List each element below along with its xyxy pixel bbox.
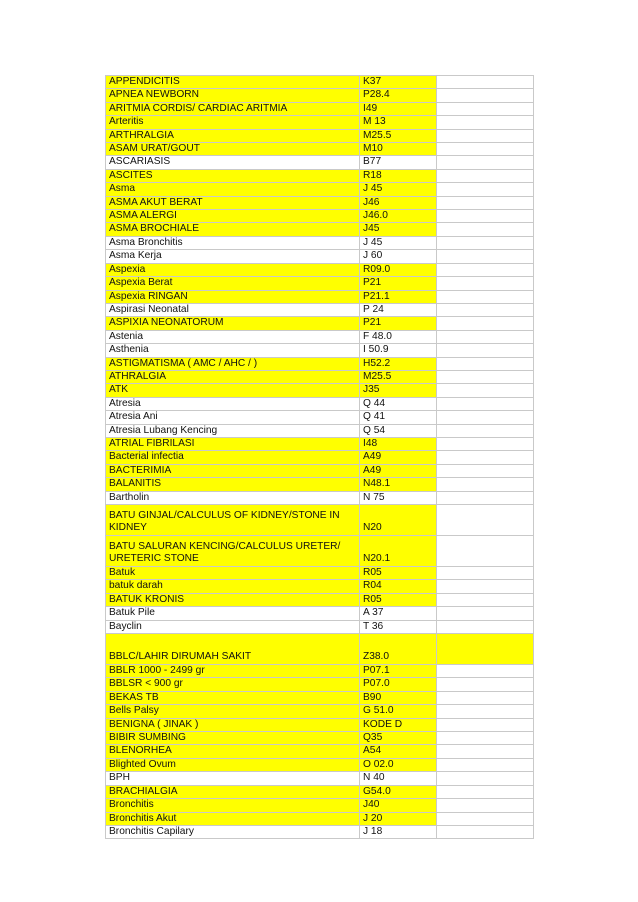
icd-code-cell: N20 — [360, 505, 437, 536]
empty-cell — [437, 263, 534, 276]
diagnosis-name-cell: Asthenia — [106, 344, 360, 357]
table-row — [106, 491, 534, 504]
table-row — [106, 567, 534, 580]
icd-code-cell: I 50.9 — [360, 344, 437, 357]
table-row — [106, 250, 534, 263]
table-row — [106, 772, 534, 785]
table-row — [106, 705, 534, 718]
diagnosis-name-cell: Bronchitis Akut — [106, 812, 360, 825]
diagnosis-name-cell: BLENORHEA — [106, 745, 360, 758]
empty-cell — [437, 620, 534, 633]
diagnosis-name-cell: ASCARIASIS — [106, 156, 360, 169]
empty-cell — [437, 156, 534, 169]
table-row — [106, 183, 534, 196]
diagnosis-name-cell: Aspirasi Neonatal — [106, 303, 360, 316]
icd-code-cell: R04 — [360, 580, 437, 593]
table-row — [106, 718, 534, 731]
diagnosis-name-cell: Asma — [106, 183, 360, 196]
diagnosis-name-cell: BBLSR < 900 gr — [106, 678, 360, 691]
diagnosis-code-table — [105, 75, 534, 839]
icd-code-cell: A49 — [360, 464, 437, 477]
icd-code-cell: Q 44 — [360, 397, 437, 410]
table-row — [106, 424, 534, 437]
empty-cell — [437, 424, 534, 437]
diagnosis-name-cell: Aspexia RINGAN — [106, 290, 360, 303]
empty-cell — [437, 718, 534, 731]
empty-cell — [437, 129, 534, 142]
icd-code-cell: T 36 — [360, 620, 437, 633]
empty-cell — [437, 451, 534, 464]
table-row — [106, 785, 534, 798]
table-row — [106, 812, 534, 825]
table-row — [106, 411, 534, 424]
empty-cell — [437, 691, 534, 704]
icd-code-cell: O 02.0 — [360, 758, 437, 771]
empty-cell — [437, 825, 534, 838]
diagnosis-name-cell: BIBIR SUMBING — [106, 732, 360, 745]
icd-code-cell: J 45 — [360, 236, 437, 249]
icd-code-cell: R18 — [360, 169, 437, 182]
diagnosis-name-cell: ARITMIA CORDIS/ CARDIAC ARITMIA — [106, 102, 360, 115]
icd-code-cell: N 75 — [360, 491, 437, 504]
table-row — [106, 236, 534, 249]
icd-code-cell: P21 — [360, 277, 437, 290]
empty-cell — [437, 89, 534, 102]
icd-code-cell: R05 — [360, 593, 437, 606]
empty-cell — [437, 745, 534, 758]
table-row — [106, 451, 534, 464]
table-row — [106, 370, 534, 383]
table-row — [106, 223, 534, 236]
diagnosis-name-cell: BATU GINJAL/CALCULUS OF KIDNEY/STONE IN KIDNEY — [106, 505, 360, 536]
empty-cell — [437, 705, 534, 718]
icd-code-cell: P28.4 — [360, 89, 437, 102]
icd-code-cell: J46.0 — [360, 210, 437, 223]
icd-code-cell: A49 — [360, 451, 437, 464]
table-row — [106, 210, 534, 223]
table-row — [106, 397, 534, 410]
table-row — [106, 607, 534, 620]
icd-code-cell: KODE D — [360, 718, 437, 731]
empty-cell — [437, 478, 534, 491]
empty-cell — [437, 812, 534, 825]
table-row — [106, 593, 534, 606]
diagnosis-name-cell: Asma Kerja — [106, 250, 360, 263]
diagnosis-name-cell: Batuk Pile — [106, 607, 360, 620]
diagnosis-name-cell: ASMA BROCHIALE — [106, 223, 360, 236]
table-row — [106, 129, 534, 142]
table-row — [106, 303, 534, 316]
icd-code-cell: K37 — [360, 76, 437, 89]
icd-code-cell: M 13 — [360, 116, 437, 129]
icd-code-cell: J 60 — [360, 250, 437, 263]
icd-code-cell: I49 — [360, 102, 437, 115]
diagnosis-name-cell: ATK — [106, 384, 360, 397]
empty-cell — [437, 799, 534, 812]
table-row — [106, 620, 534, 633]
icd-code-cell: P07.1 — [360, 665, 437, 678]
icd-code-cell: M25.5 — [360, 129, 437, 142]
table-row — [106, 156, 534, 169]
empty-cell — [437, 143, 534, 156]
table-row — [106, 745, 534, 758]
table-row — [106, 196, 534, 209]
empty-cell — [437, 536, 534, 567]
diagnosis-name-cell: BATU SALURAN KENCING/CALCULUS URETER/ URETERIC STONE — [106, 536, 360, 567]
diagnosis-name-cell: Bronchitis Capilary — [106, 825, 360, 838]
icd-code-cell: P21 — [360, 317, 437, 330]
table-row — [106, 277, 534, 290]
icd-code-cell: P 24 — [360, 303, 437, 316]
icd-code-cell: P21.1 — [360, 290, 437, 303]
diagnosis-name-cell: ASMA ALERGI — [106, 210, 360, 223]
diagnosis-name-cell: BPH — [106, 772, 360, 785]
diagnosis-name-cell: BENIGNA ( JINAK ) — [106, 718, 360, 731]
icd-code-cell: I48 — [360, 437, 437, 450]
table-row — [106, 758, 534, 771]
table-row — [106, 89, 534, 102]
diagnosis-name-cell: APNEA NEWBORN — [106, 89, 360, 102]
diagnosis-name-cell: BATUK KRONIS — [106, 593, 360, 606]
icd-code-cell: N20.1 — [360, 536, 437, 567]
icd-code-cell: J 18 — [360, 825, 437, 838]
empty-cell — [437, 678, 534, 691]
empty-cell — [437, 76, 534, 89]
empty-cell — [437, 464, 534, 477]
empty-cell — [437, 370, 534, 383]
empty-cell — [437, 580, 534, 593]
diagnosis-name-cell: batuk darah — [106, 580, 360, 593]
empty-cell — [437, 785, 534, 798]
table-row — [106, 357, 534, 370]
empty-cell — [437, 169, 534, 182]
diagnosis-name-cell: BBLC/LAHIR DIRUMAH SAKIT — [106, 634, 360, 665]
diagnosis-name-cell: Arteritis — [106, 116, 360, 129]
table-row — [106, 169, 534, 182]
empty-cell — [437, 732, 534, 745]
empty-cell — [437, 397, 534, 410]
icd-code-cell: J35 — [360, 384, 437, 397]
empty-cell — [437, 250, 534, 263]
diagnosis-name-cell: Asma Bronchitis — [106, 236, 360, 249]
diagnosis-name-cell: Atresia Lubang Kencing — [106, 424, 360, 437]
icd-code-cell: Z38.0 — [360, 634, 437, 665]
icd-code-cell: P07.0 — [360, 678, 437, 691]
diagnosis-name-cell: Bartholin — [106, 491, 360, 504]
empty-cell — [437, 116, 534, 129]
empty-cell — [437, 607, 534, 620]
diagnosis-name-cell: Atresia — [106, 397, 360, 410]
table-row — [106, 330, 534, 343]
diagnosis-name-cell: BACTERIMIA — [106, 464, 360, 477]
table-row — [106, 437, 534, 450]
diagnosis-name-cell: ASCITES — [106, 169, 360, 182]
diagnosis-name-cell: ASAM URAT/GOUT — [106, 143, 360, 156]
diagnosis-name-cell: ATHRALGIA — [106, 370, 360, 383]
table-row — [106, 580, 534, 593]
table-row — [106, 799, 534, 812]
diagnosis-name-cell: BBLR 1000 - 2499 gr — [106, 665, 360, 678]
empty-cell — [437, 210, 534, 223]
diagnosis-name-cell: Bacterial infectia — [106, 451, 360, 464]
icd-code-cell: B77 — [360, 156, 437, 169]
table-row — [106, 384, 534, 397]
icd-code-cell: H52.2 — [360, 357, 437, 370]
diagnosis-name-cell: BRACHIALGIA — [106, 785, 360, 798]
empty-cell — [437, 317, 534, 330]
table-row — [106, 505, 534, 536]
diagnosis-name-cell: Atresia Ani — [106, 411, 360, 424]
empty-cell — [437, 567, 534, 580]
table-row — [106, 116, 534, 129]
empty-cell — [437, 437, 534, 450]
empty-cell — [437, 290, 534, 303]
table-row — [106, 76, 534, 89]
icd-code-cell: R09.0 — [360, 263, 437, 276]
empty-cell — [437, 330, 534, 343]
table-row — [106, 634, 534, 665]
diagnosis-name-cell: Aspexia — [106, 263, 360, 276]
diagnosis-name-cell: ASTIGMATISMA ( AMC / AHC / ) — [106, 357, 360, 370]
empty-cell — [437, 236, 534, 249]
table-row — [106, 344, 534, 357]
table-row — [106, 825, 534, 838]
empty-cell — [437, 665, 534, 678]
diagnosis-name-cell: Batuk — [106, 567, 360, 580]
diagnosis-name-cell: BALANITIS — [106, 478, 360, 491]
table-row — [106, 263, 534, 276]
diagnosis-name-cell: Aspexia Berat — [106, 277, 360, 290]
diagnosis-name-cell: Bronchitis — [106, 799, 360, 812]
diagnosis-name-cell: APPENDICITIS — [106, 76, 360, 89]
empty-cell — [437, 102, 534, 115]
empty-cell — [437, 344, 534, 357]
table-row — [106, 678, 534, 691]
icd-code-cell: R05 — [360, 567, 437, 580]
icd-code-cell: Q35 — [360, 732, 437, 745]
empty-cell — [437, 758, 534, 771]
icd-code-cell: J 45 — [360, 183, 437, 196]
empty-cell — [437, 505, 534, 536]
diagnosis-name-cell: BEKAS TB — [106, 691, 360, 704]
diagnosis-name-cell: ASPIXIA NEONATORUM — [106, 317, 360, 330]
icd-code-cell: J40 — [360, 799, 437, 812]
icd-code-cell: J 20 — [360, 812, 437, 825]
empty-cell — [437, 411, 534, 424]
icd-code-cell: G 51.0 — [360, 705, 437, 718]
table-row — [106, 665, 534, 678]
diagnosis-name-cell: ATRIAL FIBRILASI — [106, 437, 360, 450]
empty-cell — [437, 772, 534, 785]
icd-code-cell: A 37 — [360, 607, 437, 620]
icd-code-cell: M10 — [360, 143, 437, 156]
diagnosis-name-cell: Bayclin — [106, 620, 360, 633]
diagnosis-name-cell: Bells Palsy — [106, 705, 360, 718]
icd-code-cell: Q 54 — [360, 424, 437, 437]
icd-code-cell: M25.5 — [360, 370, 437, 383]
empty-cell — [437, 634, 534, 665]
empty-cell — [437, 223, 534, 236]
table-row — [106, 691, 534, 704]
table-row — [106, 290, 534, 303]
empty-cell — [437, 277, 534, 290]
icd-code-cell: N 40 — [360, 772, 437, 785]
table-row — [106, 464, 534, 477]
table-body — [106, 76, 534, 839]
empty-cell — [437, 196, 534, 209]
icd-code-cell: J46 — [360, 196, 437, 209]
table-row — [106, 317, 534, 330]
empty-cell — [437, 593, 534, 606]
diagnosis-name-cell: Astenia — [106, 330, 360, 343]
diagnosis-name-cell: ARTHRALGIA — [106, 129, 360, 142]
icd-code-cell: A54 — [360, 745, 437, 758]
empty-cell — [437, 384, 534, 397]
table-row — [106, 536, 534, 567]
empty-cell — [437, 357, 534, 370]
icd-code-cell: J45 — [360, 223, 437, 236]
icd-code-cell: N48.1 — [360, 478, 437, 491]
table-row — [106, 732, 534, 745]
table-row — [106, 102, 534, 115]
icd-code-cell: G54.0 — [360, 785, 437, 798]
icd-code-cell: F 48.0 — [360, 330, 437, 343]
empty-cell — [437, 183, 534, 196]
table-row — [106, 143, 534, 156]
empty-cell — [437, 491, 534, 504]
diagnosis-name-cell: ASMA AKUT BERAT — [106, 196, 360, 209]
icd-code-cell: Q 41 — [360, 411, 437, 424]
icd-code-cell: B90 — [360, 691, 437, 704]
empty-cell — [437, 303, 534, 316]
table-row — [106, 478, 534, 491]
diagnosis-name-cell: Blighted Ovum — [106, 758, 360, 771]
